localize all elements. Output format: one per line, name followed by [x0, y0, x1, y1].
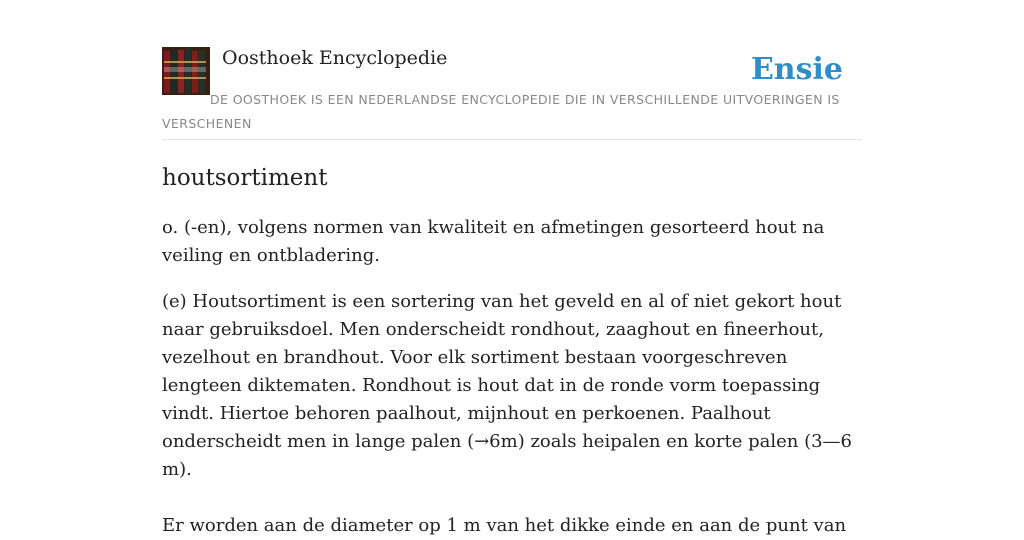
- site-title[interactable]: Oosthoek Encyclopedie: [222, 47, 448, 69]
- article-paragraph: (e) Houtsortiment is een sortering van het geveld en al of niet gekort hout naar gebruiksdoel. Men onderscheidt rondhout, zaaghout en fineerhout, vezelhout en brandhout. Voor elk sortiment bestaan voorgeschreven lengteen diktematen. Rondhout is hout dat in de ronde vorm toepassing vindt. Hiertoe behoren paalhout, mijnhout en perkoenen. Paalhout onderscheidt men in lange palen (→6m) zoals heipalen en korte palen (3—6 m).: [162, 291, 853, 480]
- article-paragraph: Er worden aan de diameter op 1 m van het dikke einde en aan de punt van: [162, 515, 847, 536]
- definition-paragraph: o. (-en), volgens normen van kwaliteit en afmetingen gesorteerd hout na veiling en ontbladering.: [162, 217, 825, 266]
- site-header: [162, 46, 862, 140]
- content-container: [162, 46, 862, 540]
- article-term: houtsortiment: [162, 165, 328, 191]
- brand-logo[interactable]: Ensie: [750, 52, 843, 87]
- site-tagline: DE OOSTHOEK IS EEN NEDERLANDSE ENCYCLOPEDIE DIE IN VERSCHILLENDE UITVOERINGEN IS VERSCHENEN: [162, 92, 840, 131]
